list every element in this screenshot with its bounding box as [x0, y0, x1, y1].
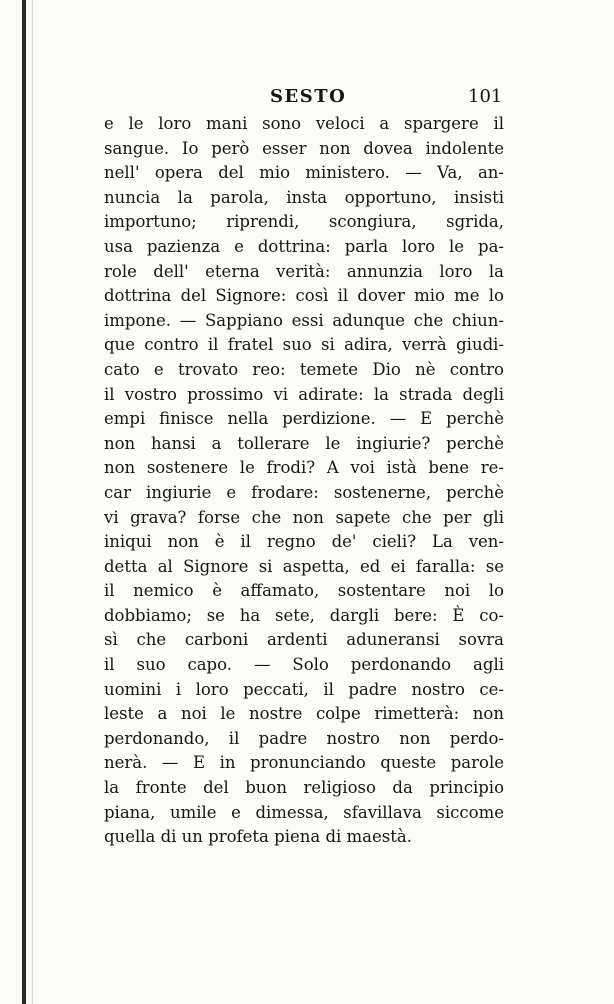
text-line: dobbiamo; se ha sete, dargli bere: È co-: [104, 605, 504, 625]
text-line: piana, umile e dimessa, sfavillava siccome: [104, 802, 504, 822]
text-line: importuno; riprendi, scongiura, sgrida,: [104, 212, 504, 232]
text-line: il vostro prossimo vi adirate: la strada degli: [104, 384, 504, 404]
text-line: car ingiurie e frodare: sostenerne, perchè: [104, 482, 504, 502]
text-line: la fronte del buon religioso da principio: [104, 778, 504, 798]
text-line: nuncia la parola, insta opportuno, insisti: [104, 187, 504, 207]
text-line: uomini i loro peccati, il padre nostro ce-: [104, 679, 504, 699]
text-line: quella di un profeta piena di maestà.: [104, 827, 412, 847]
text-line: leste a noi le nostre colpe rimetterà: non: [104, 704, 504, 724]
page-gutter-edge: [22, 0, 26, 1004]
text-line: non sostenere le frodi? A voi istà bene re-: [104, 458, 504, 478]
text-line: usa pazienza e dottrina: parla loro le pa-: [104, 236, 504, 256]
page-gutter-shadow: [32, 0, 33, 1004]
text-line: impone. — Sappiano essi adunque che chiun-: [104, 310, 504, 330]
text-line: non hansi a tollerare le ingiurie? perchè: [104, 433, 504, 453]
text-line: dottrina del Signore: così il dover mio me lo: [104, 286, 504, 306]
text-line: e le loro mani sono veloci a spargere il: [104, 114, 504, 133]
page-header: [0, 86, 614, 112]
running-head: SESTO: [270, 86, 347, 107]
text-line: sì che carboni ardenti aduneransi sovra: [104, 630, 504, 650]
text-line: role dell' eterna verità: annunzia loro la: [104, 261, 504, 281]
text-line: sangue. Io però esser non dovea indolente: [104, 138, 504, 158]
page-number: 101: [468, 86, 503, 107]
text-line: il suo capo. — Solo perdonando agli: [104, 655, 504, 675]
text-line: que contro il fratel suo si adira, verrà giudi-: [104, 335, 504, 355]
text-line: perdonando, il padre nostro non perdo-: [104, 728, 504, 748]
text-line: empi finisce nella perdizione. — E perchè: [104, 409, 504, 429]
text-line: iniqui non è il regno de' cieli? La ven-: [104, 532, 504, 552]
text-line: detta al Signore si aspetta, ed ei faralla: se: [104, 556, 504, 576]
text-line: nell' opera del mio ministero. — Va, an-: [104, 163, 504, 183]
text-line: il nemico è affamato, sostentare noi lo: [104, 581, 504, 601]
text-line: vi grava? forse che non sapete che per gli: [104, 507, 504, 527]
body-text: [104, 112, 504, 850]
text-line: nerà. — E in pronunciando queste parole: [104, 753, 504, 773]
text-line: cato e trovato reo: temete Dio nè contro: [104, 359, 504, 379]
